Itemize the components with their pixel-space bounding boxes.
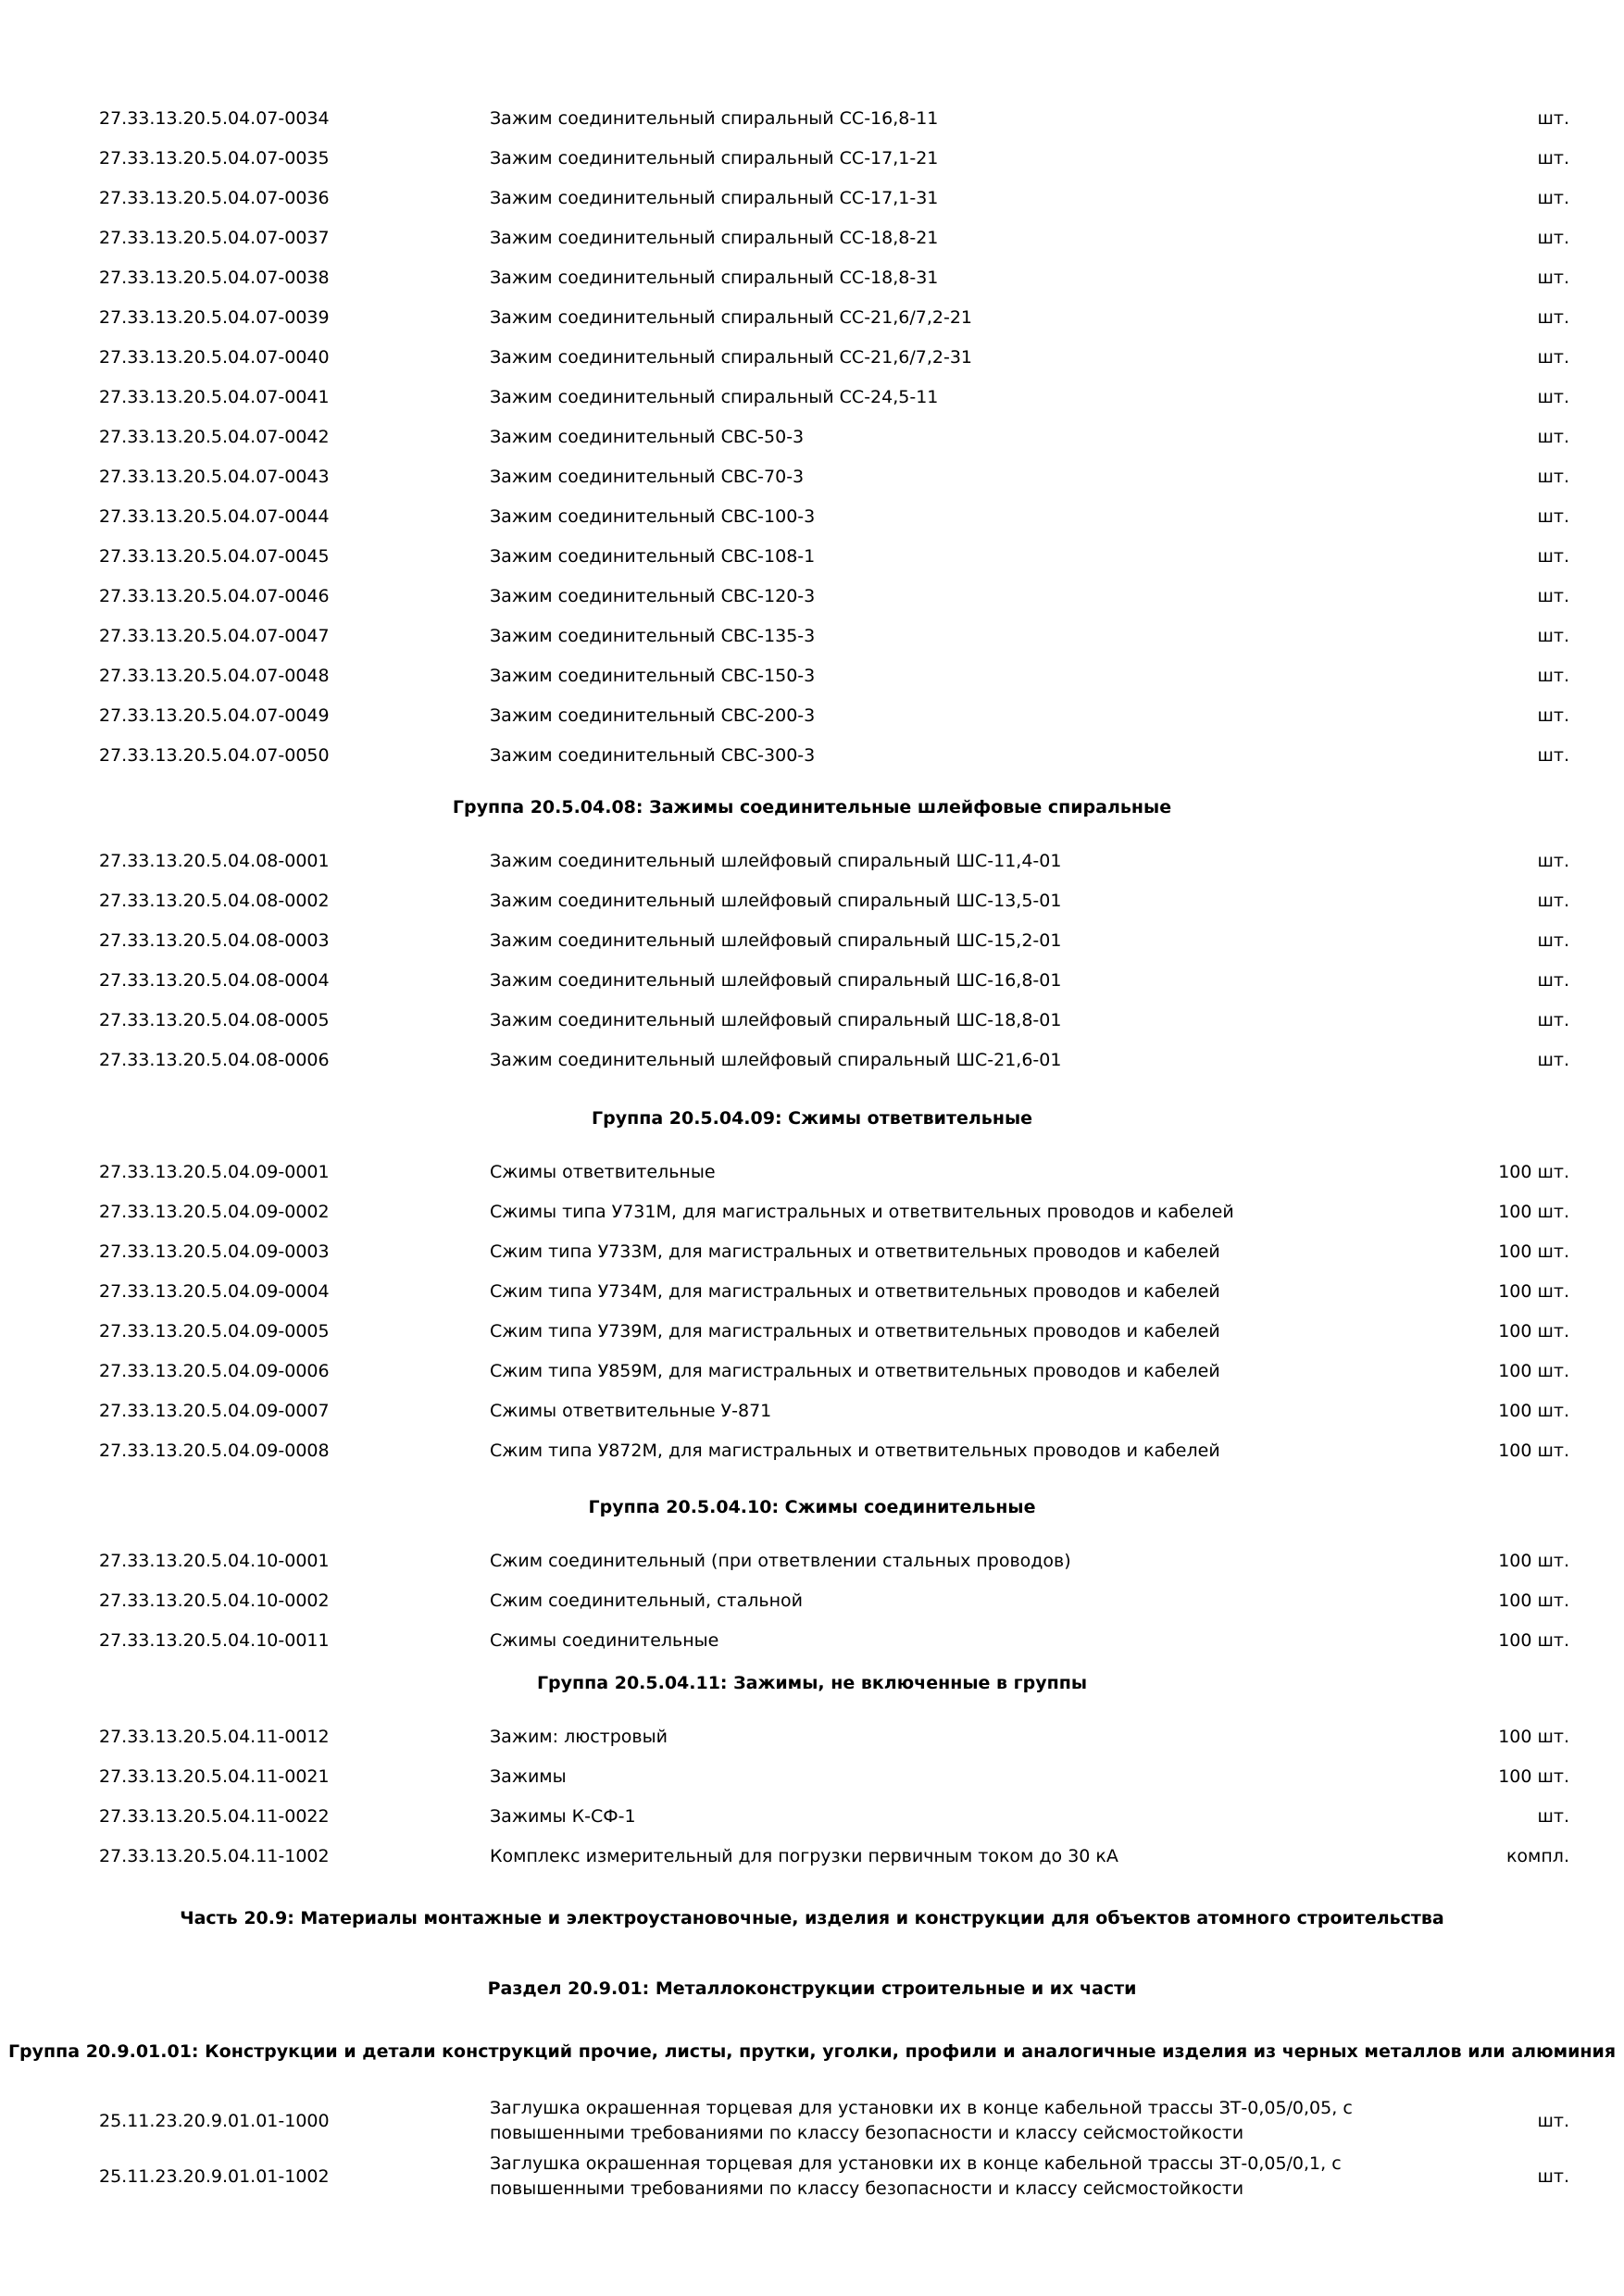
item-name: Заглушка окрашенная торцевая для установки их в конце кабельной трассы ЗТ-0,05/0,1, с повышенными требованиями по классу безопасности и классу сейсмостойкости [490, 2153, 1342, 2199]
table-row [0, 505, 1624, 528]
item-name: Зажимы [490, 1766, 567, 1787]
table-row [0, 850, 1624, 872]
table-row [0, 1629, 1624, 1652]
item-name: Зажим соединительный спиральный СС-16,8-11 [490, 108, 939, 129]
table-row [0, 1766, 1624, 1788]
item-name: Зажим соединительный шлейфовый спиральный ШС-13,5-01 [490, 891, 1062, 911]
table-row [0, 545, 1624, 568]
item-code: 27.33.13.20.5.04.10-0001 [99, 1551, 330, 1571]
item-code: 27.33.13.20.5.04.08-0002 [99, 891, 330, 911]
table-row [0, 890, 1624, 912]
table-row [0, 267, 1624, 289]
item-code: 27.33.13.20.5.04.07-0035 [99, 148, 330, 168]
section-heading: Группа 20.5.04.11: Зажимы, не включенные в группы [536, 1673, 1088, 1693]
item-unit: шт. [1537, 1010, 1569, 1030]
item-unit: шт. [1537, 506, 1569, 527]
item-code: 27.33.13.20.5.04.07-0048 [99, 666, 330, 686]
table-row [0, 1009, 1624, 1031]
item-code: 27.33.13.20.5.04.07-0034 [99, 108, 330, 129]
table-row [0, 705, 1624, 727]
item-unit: 100 шт. [1498, 1281, 1569, 1302]
item-code: 27.33.13.20.5.04.08-0005 [99, 1010, 330, 1030]
item-unit: шт. [1537, 228, 1569, 248]
table-row [0, 1201, 1624, 1223]
table-row [0, 306, 1624, 329]
item-code: 27.33.13.20.5.04.09-0001 [99, 1162, 330, 1182]
item-code: 27.33.13.20.5.04.07-0046 [99, 586, 330, 606]
section-heading: Часть 20.9: Материалы монтажные и электроустановочные, изделия и конструкции для объектов атомного строительства [180, 1908, 1444, 1928]
item-code: 27.33.13.20.5.04.09-0006 [99, 1361, 330, 1381]
item-name: Зажим соединительный спиральный СС-18,8-31 [490, 268, 939, 288]
table-row [0, 1550, 1624, 1572]
item-code: 27.33.13.20.5.04.07-0037 [99, 228, 330, 248]
item-name: Зажим соединительный СВС-70-3 [490, 467, 805, 487]
item-code: 27.33.13.20.5.04.08-0006 [99, 1050, 330, 1070]
section-heading: Группа 20.9.01.01: Конструкции и детали конструкций прочие, листы, прутки, уголки, профили и аналогичные изделия из черных металлов или алюминия [7, 2041, 1617, 2062]
table-row [0, 1049, 1624, 1071]
item-unit: 100 шт. [1498, 1551, 1569, 1571]
item-unit: 100 шт. [1498, 1162, 1569, 1182]
item-unit: 100 шт. [1498, 1591, 1569, 1611]
item-name: Зажим соединительный спиральный СС-24,5-11 [490, 387, 939, 407]
item-unit: шт. [1537, 148, 1569, 168]
item-unit: шт. [1537, 2166, 1569, 2187]
item-name: Сжимы ответвительные [490, 1162, 716, 1182]
table-row [0, 346, 1624, 368]
item-unit: 100 шт. [1498, 1630, 1569, 1651]
item-code: 27.33.13.20.5.04.08-0004 [99, 970, 330, 991]
table-row [0, 1241, 1624, 1263]
item-name: Комплекс измерительный для погрузки первичным током до 30 кА [490, 1846, 1118, 1866]
item-unit: 100 шт. [1498, 1401, 1569, 1421]
item-code: 27.33.13.20.5.04.07-0042 [99, 427, 330, 447]
item-name: Сжим типа У859М, для магистральных и ответвительных проводов и кабелей [490, 1361, 1220, 1381]
item-code: 27.33.13.20.5.04.08-0001 [99, 851, 330, 871]
item-code: 27.33.13.20.5.04.07-0047 [99, 626, 330, 646]
table-row [0, 426, 1624, 448]
section-heading: Раздел 20.9.01: Металлоконструкции строительные и их части [487, 1978, 1137, 1999]
item-unit: шт. [1537, 108, 1569, 129]
item-unit: 100 шт. [1498, 1242, 1569, 1262]
item-unit: шт. [1537, 1806, 1569, 1827]
item-code: 27.33.13.20.5.04.09-0003 [99, 1242, 330, 1262]
item-code: 27.33.13.20.5.04.11-0022 [99, 1806, 330, 1827]
item-code: 27.33.13.20.5.04.11-0012 [99, 1727, 330, 1747]
table-row [0, 1590, 1624, 1612]
item-unit: 100 шт. [1498, 1766, 1569, 1787]
item-unit: шт. [1537, 347, 1569, 368]
item-unit: 100 шт. [1498, 1727, 1569, 1747]
section-heading: Группа 20.5.04.08: Зажимы соединительные шлейфовые спиральные [452, 797, 1172, 817]
item-unit: 100 шт. [1498, 1361, 1569, 1381]
table-row [0, 1320, 1624, 1342]
item-name: Сжим типа У733М, для магистральных и ответвительных проводов и кабелей [490, 1242, 1220, 1262]
item-name: Зажим соединительный СВС-108-1 [490, 546, 816, 567]
item-code: 27.33.13.20.5.04.07-0045 [99, 546, 330, 567]
table-row [0, 1726, 1624, 1748]
item-code: 27.33.13.20.5.04.11-1002 [99, 1846, 330, 1866]
item-unit: шт. [1537, 851, 1569, 871]
table-row [0, 1805, 1624, 1828]
item-name: Зажим соединительный спиральный СС-21,6/7,2-31 [490, 347, 973, 368]
item-unit: шт. [1537, 970, 1569, 991]
item-unit: шт. [1537, 427, 1569, 447]
item-name: Зажим соединительный СВС-135-3 [490, 626, 816, 646]
item-unit: шт. [1537, 467, 1569, 487]
section-heading: Группа 20.5.04.09: Сжимы ответвительные [591, 1108, 1033, 1129]
item-unit: 100 шт. [1498, 1202, 1569, 1222]
item-unit: шт. [1537, 586, 1569, 606]
item-unit: 100 шт. [1498, 1441, 1569, 1461]
table-row [0, 744, 1624, 767]
table-row [0, 625, 1624, 647]
item-code: 27.33.13.20.5.04.08-0003 [99, 930, 330, 951]
item-code: 27.33.13.20.5.04.07-0038 [99, 268, 330, 288]
item-code: 25.11.23.20.9.01.01-1000 [99, 2111, 330, 2131]
table-row [0, 1280, 1624, 1303]
item-code: 27.33.13.20.5.04.09-0007 [99, 1401, 330, 1421]
item-unit: шт. [1537, 626, 1569, 646]
table-row [0, 930, 1624, 952]
item-name: Зажим соединительный СВС-200-3 [490, 705, 816, 726]
item-name: Сжим соединительный, стальной [490, 1591, 803, 1611]
table-row [0, 969, 1624, 992]
table-row [0, 585, 1624, 607]
item-name: Зажим соединительный спиральный СС-17,1-31 [490, 188, 939, 208]
item-name: Сжим типа У734М, для магистральных и ответвительных проводов и кабелей [490, 1281, 1220, 1302]
item-name: Зажим соединительный СВС-300-3 [490, 745, 816, 766]
item-name: Сжимы ответвительные У-871 [490, 1401, 772, 1421]
item-unit: шт. [1537, 268, 1569, 288]
table-row [0, 386, 1624, 408]
item-code: 27.33.13.20.5.04.07-0040 [99, 347, 330, 368]
item-unit: шт. [1537, 188, 1569, 208]
item-name: Зажим соединительный спиральный СС-21,6/7,2-21 [490, 307, 973, 328]
item-name: Зажим соединительный шлейфовый спиральный ШС-16,8-01 [490, 970, 1062, 991]
item-code: 27.33.13.20.5.04.07-0043 [99, 467, 330, 487]
item-code: 27.33.13.20.5.04.09-0004 [99, 1281, 330, 1302]
item-unit: шт. [1537, 891, 1569, 911]
item-name: Зажим соединительный шлейфовый спиральный ШС-21,6-01 [490, 1050, 1062, 1070]
table-row [0, 107, 1624, 130]
item-code: 27.33.13.20.5.04.07-0039 [99, 307, 330, 328]
table-row [0, 227, 1624, 249]
item-unit: шт. [1537, 1050, 1569, 1070]
item-code: 27.33.13.20.5.04.09-0005 [99, 1321, 330, 1341]
item-code: 27.33.13.20.5.04.09-0002 [99, 1202, 330, 1222]
item-code: 27.33.13.20.5.04.07-0049 [99, 705, 330, 726]
table-row [0, 1440, 1624, 1462]
item-name: Зажим: люстровый [490, 1727, 668, 1747]
table-row [0, 1360, 1624, 1382]
item-code: 27.33.13.20.5.04.10-0002 [99, 1591, 330, 1611]
item-name: Зажим соединительный спиральный СС-17,1-21 [490, 148, 939, 168]
item-unit: шт. [1537, 387, 1569, 407]
table-row [0, 1161, 1624, 1183]
item-code: 27.33.13.20.5.04.07-0041 [99, 387, 330, 407]
table-row [0, 187, 1624, 209]
item-name: Сжимы соединительные [490, 1630, 719, 1651]
table-row [0, 147, 1624, 169]
item-unit: 100 шт. [1498, 1321, 1569, 1341]
item-name: Зажим соединительный СВС-150-3 [490, 666, 816, 686]
item-unit: шт. [1537, 307, 1569, 328]
item-name: Зажим соединительный спиральный СС-18,8-21 [490, 228, 939, 248]
item-unit: шт. [1537, 546, 1569, 567]
item-name: Сжим соединительный (при ответвлении стальных проводов) [490, 1551, 1071, 1571]
item-code: 27.33.13.20.5.04.11-0021 [99, 1766, 330, 1787]
item-unit: шт. [1537, 745, 1569, 766]
item-name: Заглушка окрашенная торцевая для установки их в конце кабельной трассы ЗТ-0,05/0,05, с повышенными требованиями по классу безопасности и классу сейсмостойкости [490, 2098, 1353, 2143]
item-name: Сжим типа У872М, для магистральных и ответвительных проводов и кабелей [490, 1441, 1220, 1461]
item-name: Зажим соединительный шлейфовый спиральный ШС-11,4-01 [490, 851, 1062, 871]
item-name: Зажим соединительный шлейфовый спиральный ШС-15,2-01 [490, 930, 1062, 951]
item-name: Зажим соединительный СВС-100-3 [490, 506, 816, 527]
item-code: 27.33.13.20.5.04.07-0044 [99, 506, 330, 527]
item-code: 27.33.13.20.5.04.10-0011 [99, 1630, 330, 1651]
item-unit: компл. [1505, 1846, 1569, 1866]
item-code: 25.11.23.20.9.01.01-1002 [99, 2166, 330, 2187]
item-unit: шт. [1537, 2111, 1569, 2131]
table-row [0, 1845, 1624, 1867]
item-name: Зажим соединительный шлейфовый спиральный ШС-18,8-01 [490, 1010, 1062, 1030]
item-unit: шт. [1537, 930, 1569, 951]
item-name: Зажим соединительный СВС-50-3 [490, 427, 805, 447]
table-row [0, 466, 1624, 488]
item-unit: шт. [1537, 666, 1569, 686]
item-code: 27.33.13.20.5.04.09-0008 [99, 1441, 330, 1461]
item-code: 27.33.13.20.5.04.07-0050 [99, 745, 330, 766]
item-name: Зажимы К-СФ-1 [490, 1806, 636, 1827]
item-unit: шт. [1537, 705, 1569, 726]
item-name: Зажим соединительный СВС-120-3 [490, 586, 816, 606]
item-name: Сжим типа У739М, для магистральных и ответвительных проводов и кабелей [490, 1321, 1220, 1341]
table-row [0, 1400, 1624, 1422]
table-row [0, 665, 1624, 687]
section-heading: Группа 20.5.04.10: Сжимы соединительные [588, 1497, 1036, 1517]
table-row [0, 2096, 1624, 2146]
item-name: Сжимы типа У731М, для магистральных и ответвительных проводов и кабелей [490, 1202, 1234, 1222]
table-row [0, 2152, 1624, 2202]
item-code: 27.33.13.20.5.04.07-0036 [99, 188, 330, 208]
